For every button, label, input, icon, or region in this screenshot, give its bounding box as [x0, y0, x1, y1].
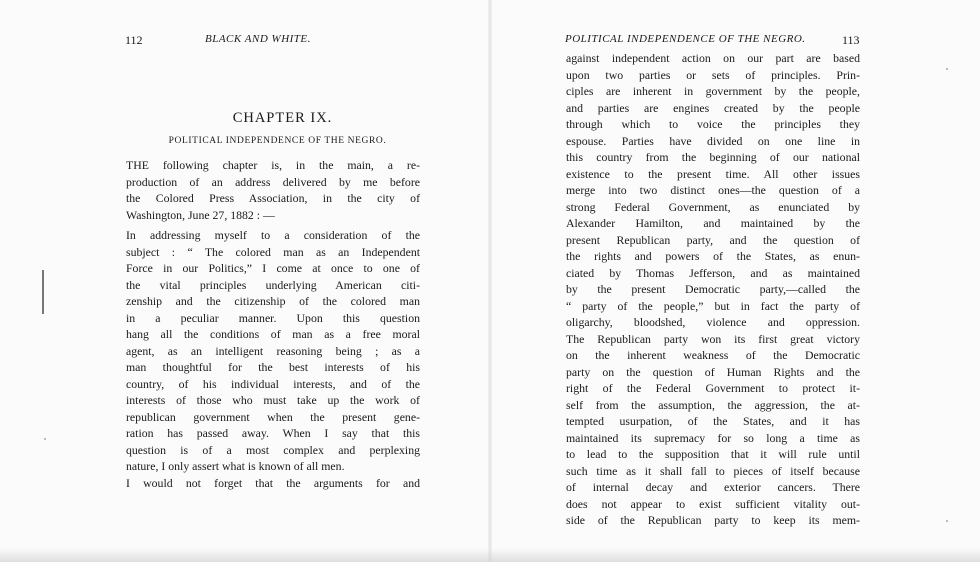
text-line: right of the Federal Government to protect it-: [566, 381, 860, 395]
text-line: subject : “ The colored man as an Independent: [126, 244, 420, 259]
text-line: espouse. Parties have divided on one line in: [566, 133, 860, 148]
text-line: to lead to the supposition that it will rule until: [566, 447, 860, 461]
text-line: production of an address delivered by me before: [126, 174, 420, 189]
text-line: in a peculiar manner. Upon this question: [126, 310, 420, 325]
text-line: maintained its supremacy for so long a time as: [566, 430, 860, 445]
chapter-subtitle: POLITICAL INDEPENDENCE OF THE NEGRO.: [168, 136, 387, 146]
text-line: and parties are engines created by the people: [566, 100, 860, 115]
text-line: the vital principles underlying American citi-: [126, 277, 420, 292]
text-line: of internal decay and exterior cancers. There: [566, 480, 860, 494]
text-line: Alexander Hamilton, and maintained by the: [566, 216, 860, 230]
chapter-title: CHAPTER IX.: [232, 110, 333, 126]
text-line: The Republican party won its first great victory: [566, 331, 860, 346]
text-line: this country from the beginning of our national: [566, 150, 860, 164]
text-line: THE following chapter is, in the main, a re-: [126, 158, 420, 172]
text-line: “ party of the people,” but in fact the party of: [566, 298, 860, 313]
text-line: oligarchy, bloodshed, violence and oppression.: [566, 315, 860, 329]
text-line: side of the Republican party to keep its mem-: [566, 513, 860, 527]
text-line: against independent action on our part are based: [566, 51, 860, 65]
text-line: hang all the conditions of man as a free moral: [126, 327, 420, 341]
text-line: ciated by Thomas Jefferson, and as maintained: [566, 265, 860, 280]
text-line: the Colored Press Association, in the city of: [126, 191, 420, 205]
text-line: republican government when the present gene-: [126, 409, 420, 424]
text-line: strong Federal Government, as enunciated by: [566, 199, 860, 214]
text-line: agent, as an intelligent reasoning being ; as a: [126, 343, 420, 358]
text-line: man thoughtful for the best interests of his: [126, 360, 420, 374]
left-page-number: 112: [125, 33, 143, 47]
text-line: country, of his individual interests, and of the: [126, 376, 420, 391]
scan-bottom-shadow: [0, 548, 980, 562]
text-line: present Republican party, and the question of: [566, 232, 860, 247]
text-line: I would not forget that the arguments for and: [126, 475, 420, 490]
right-running-head: POLITICAL INDEPENDENCE OF THE NEGRO.: [565, 33, 806, 45]
text-line: ciples are inherent in government by the people,: [566, 84, 860, 98]
text-line: question is of a most complex and perplexing: [126, 442, 420, 457]
text-line: the rights and powers of the States, as enun-: [566, 249, 860, 263]
text-line: such time as it shall fall to pieces of itself because: [566, 463, 860, 478]
text-line: Washington, June 27, 1882 : —: [126, 207, 275, 222]
body-paragraph: [126, 227, 420, 491]
text-line: merge into two distinct ones—the question of a: [566, 183, 860, 197]
text-line: party on the question of Human Rights and the: [566, 364, 860, 379]
text-line: by the present Democratic party,—called the: [566, 282, 860, 296]
scan-speck: [946, 520, 948, 522]
intro-paragraph: [126, 157, 420, 223]
text-line: does not appear to exist sufficient vitality out-: [566, 496, 860, 511]
text-line: self from the assumption, the aggression, the at-: [566, 397, 860, 412]
text-line: Force in our Politics,” I come at once to one of: [126, 261, 420, 275]
text-line: existence to the present time. All other issues: [566, 166, 860, 181]
text-line: interests of those who must take up the work of: [126, 393, 420, 407]
text-line: through which to voice the principles they: [566, 117, 860, 131]
text-line: zenship and the citizenship of the colored man: [126, 294, 420, 308]
left-running-head: BLACK AND WHITE.: [205, 33, 311, 45]
text-line: tempted usurpation, of the States, and it has: [566, 414, 860, 428]
text-line: on the inherent weakness of the Democratic: [566, 348, 860, 362]
text-line: upon two parties or sets of principles. Prin-: [566, 67, 860, 82]
right-body-text: [566, 50, 860, 529]
right-page-number: 113: [842, 33, 860, 47]
right-page: [490, 0, 980, 562]
text-line: nature, I only assert what is known of all men.: [126, 459, 345, 473]
scan-edge-mark: [42, 270, 44, 314]
text-line: In addressing myself to a consideration of the: [126, 228, 420, 242]
text-line: ration has passed away. When I say that this: [126, 426, 420, 440]
scan-speck: [44, 438, 46, 440]
scan-speck: [946, 68, 948, 70]
